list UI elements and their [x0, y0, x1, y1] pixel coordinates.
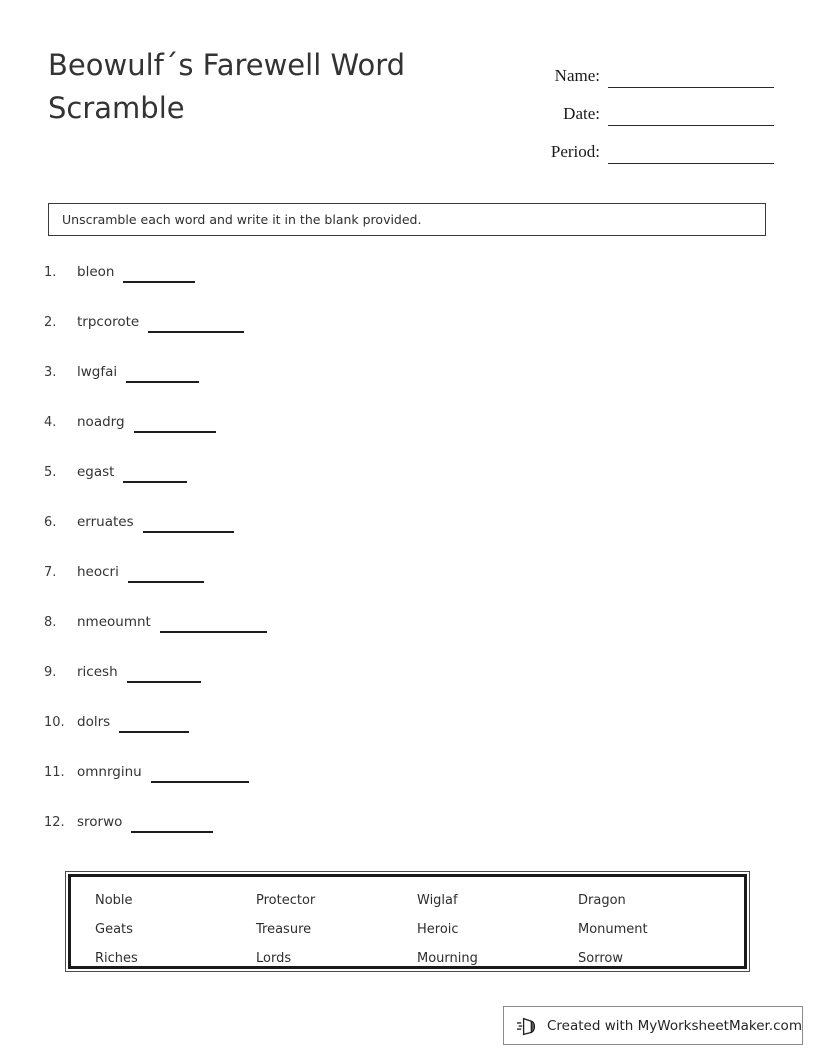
word-bank-word: Wiglaf [417, 893, 458, 908]
date-field-label: Date: [563, 104, 600, 123]
word-bank-word: Mourning [417, 951, 478, 966]
problem-row [44, 312, 604, 362]
word-bank-row [95, 915, 738, 944]
word-bank-word: Dragon [578, 893, 626, 908]
scrambled-word: trpcorote [77, 314, 140, 330]
problem-row [44, 762, 604, 812]
name-field-input[interactable] [608, 65, 774, 88]
problem-number: 4. [44, 415, 57, 430]
name-field-label: Name: [554, 66, 600, 85]
scrambled-word: dolrs [77, 714, 111, 730]
problem-list [44, 262, 604, 862]
scrambled-word: noadrg [77, 414, 125, 430]
date-field-input[interactable] [608, 103, 774, 126]
problem-number: 9. [44, 665, 57, 680]
footer-attribution-text: Created with MyWorksheetMaker.com [547, 1017, 802, 1034]
scrambled-word: omnrginu [77, 764, 142, 780]
word-bank-word: Noble [95, 893, 133, 908]
answer-blank[interactable] [131, 812, 213, 833]
scrambled-word: bleon [77, 264, 115, 280]
name-field-row [504, 50, 774, 88]
answer-blank[interactable] [126, 362, 199, 383]
footer-attribution-badge[interactable] [503, 1006, 803, 1045]
answer-blank[interactable] [151, 762, 249, 783]
word-bank-row [95, 944, 738, 973]
problem-row [44, 562, 604, 612]
word-bank-word: Protector [256, 893, 316, 908]
word-bank-word: Sorrow [578, 951, 623, 966]
word-bank-word: Monument [578, 922, 648, 937]
problem-number: 6. [44, 515, 57, 530]
scrambled-word: nmeoumnt [77, 614, 151, 630]
date-field-row [504, 88, 774, 126]
problem-number: 1. [44, 265, 57, 280]
problem-number: 11. [44, 765, 65, 780]
answer-blank[interactable] [143, 512, 234, 533]
answer-blank[interactable] [119, 712, 189, 733]
scrambled-word: heocri [77, 564, 119, 580]
word-bank-row [95, 886, 738, 915]
student-info-fields [504, 50, 774, 164]
word-bank-word: Heroic [417, 922, 459, 937]
instructions-text: Unscramble each word and write it in the blank provided. [62, 212, 422, 227]
word-bank-box [65, 871, 750, 972]
problem-number: 5. [44, 465, 57, 480]
scrambled-word: srorwo [77, 814, 123, 830]
word-bank-word: Riches [95, 951, 138, 966]
problem-number: 12. [44, 815, 65, 830]
problem-number: 8. [44, 615, 57, 630]
problem-number: 2. [44, 315, 57, 330]
worksheet-header [48, 44, 774, 164]
period-field-row [504, 126, 774, 164]
problem-row [44, 512, 604, 562]
problem-number: 10. [44, 715, 65, 730]
word-bank-word: Treasure [256, 922, 312, 937]
answer-blank[interactable] [134, 412, 216, 433]
answer-blank[interactable] [123, 462, 187, 483]
word-bank-grid [95, 886, 738, 966]
answer-blank[interactable] [148, 312, 244, 333]
problem-row [44, 812, 604, 862]
problem-number: 3. [44, 365, 57, 380]
worksheet-maker-logo-icon [516, 1015, 538, 1037]
problem-row [44, 462, 604, 512]
problem-row [44, 712, 604, 762]
page-title: Beowulf´s Farewell Word Scramble [48, 48, 406, 125]
scrambled-word: erruates [77, 514, 134, 530]
word-bank-inner-border [68, 874, 747, 969]
period-field-label: Period: [550, 142, 600, 161]
period-field-input[interactable] [608, 141, 774, 164]
scrambled-word: ricesh [77, 664, 118, 680]
instructions-box [48, 203, 766, 236]
problem-row [44, 612, 604, 662]
answer-blank[interactable] [123, 262, 195, 283]
problem-row [44, 412, 604, 462]
scrambled-word: egast [77, 464, 115, 480]
answer-blank[interactable] [127, 662, 201, 683]
word-bank-word: Geats [95, 922, 133, 937]
problem-row [44, 662, 604, 712]
problem-number: 7. [44, 565, 57, 580]
answer-blank[interactable] [128, 562, 204, 583]
problem-row [44, 262, 604, 312]
problem-row [44, 362, 604, 412]
answer-blank[interactable] [160, 612, 267, 633]
word-bank-word: Lords [256, 951, 292, 966]
scrambled-word: lwgfai [77, 364, 118, 380]
